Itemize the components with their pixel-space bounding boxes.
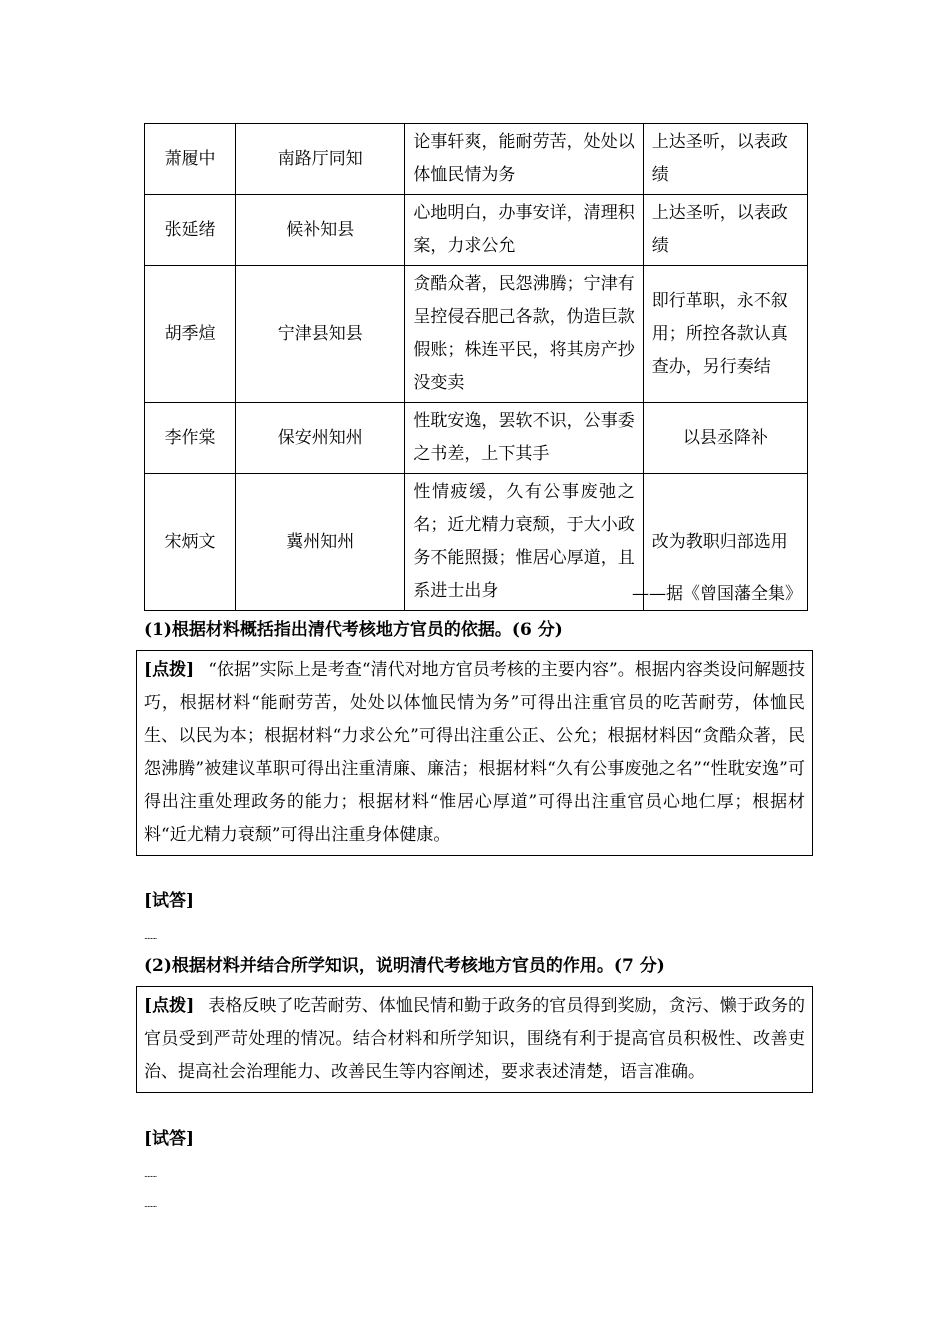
- table-row: [145, 195, 808, 266]
- official-result: 改为教职归部选用: [643, 474, 807, 611]
- official-result: 上达圣听，以表政绩: [643, 195, 807, 266]
- official-evaluation: 性耽安逸，罢软不识，公事委之书差，上下其手: [405, 403, 643, 474]
- tip-tag: [点拨]: [144, 660, 195, 680]
- official-name: 张延绪: [145, 195, 236, 266]
- official-result: 即行革职，永不叙用；所控各款认真查办，另行奏结: [643, 266, 807, 403]
- answer-blank-line[interactable]: ........: [144, 1170, 157, 1179]
- official-post: 冀州知州: [236, 474, 405, 611]
- source-citation: ——据《曾国藩全集》: [632, 584, 802, 604]
- answer-blank-line[interactable]: ........: [144, 1200, 157, 1209]
- official-result: 以县丞降补: [643, 403, 807, 474]
- official-evaluation: 心地明白，办事安详，清理积案，力求公允: [405, 195, 643, 266]
- answer-label-2: [试答]: [144, 1129, 195, 1149]
- official-evaluation: 性情疲缓，久有公事废弛之名；近尤精力衰颓，于大小政务不能照摄；惟居心厚道，且系进士出身: [405, 474, 643, 611]
- tip-text: “依据”实际上是考查“清代对地方官员考核的主要内容”。根据内容类设问解题技巧，根据材料“能耐劳苦，处处以体恤民情为务”可得出注重官员的吃苦耐劳，体恤民生、以民为本；根据材料“力求公允”可得出注重公正、公允；根据材料因“贪酷众著，民怨沸腾”被建议革职可得出注重清廉、廉洁；根据材料“久有公事废弛之名”“性耽安逸”可得出注重处理政务的能力；根据材料“惟居心厚道”可得出注重官员心地仁厚；根据材料“近尤精力衰颓”可得出注重身体健康。: [144, 660, 806, 845]
- answer-blank-line[interactable]: ........: [144, 932, 157, 941]
- table-row: [145, 266, 808, 403]
- officials-table: [144, 123, 808, 611]
- tip-tag: [点拨]: [144, 996, 195, 1016]
- official-name: 萧履中: [145, 124, 236, 195]
- official-post: 宁津县知县: [236, 266, 405, 403]
- official-name: 李作棠: [145, 403, 236, 474]
- question-2: (2)根据材料并结合所学知识，说明清代考核地方官员的作用。(7 分): [144, 956, 665, 976]
- table-row: [145, 124, 808, 195]
- tip-text: 表格反映了吃苦耐劳、体恤民情和勤于政务的官员得到奖励，贪污、懒于政务的官员受到严苛处理的情况。结合材料和所学知识，围绕有利于提高官员积极性、改善吏治、提高社会治理能力、改善民生等内容阐述，要求表述清楚，语言准确。: [144, 996, 806, 1082]
- official-name: 宋炳文: [145, 474, 236, 611]
- tip-box-2: [136, 986, 813, 1093]
- official-post: 候补知县: [236, 195, 405, 266]
- official-name: 胡季煊: [145, 266, 236, 403]
- table-row: [145, 403, 808, 474]
- question-1: (1)根据材料概括指出清代考核地方官员的依据。(6 分): [144, 620, 563, 640]
- official-post: 南路厅同知: [236, 124, 405, 195]
- official-result: 上达圣听，以表政绩: [643, 124, 807, 195]
- official-evaluation: 贪酷众著，民怨沸腾；宁津有呈控侵吞肥己各款，伪造巨款假账；株连平民，将其房产抄没变卖: [405, 266, 643, 403]
- official-post: 保安州知州: [236, 403, 405, 474]
- tip-box-1: [136, 650, 813, 856]
- answer-label-1: [试答]: [144, 891, 195, 911]
- official-evaluation: 论事轩爽，能耐劳苦，处处以体恤民情为务: [405, 124, 643, 195]
